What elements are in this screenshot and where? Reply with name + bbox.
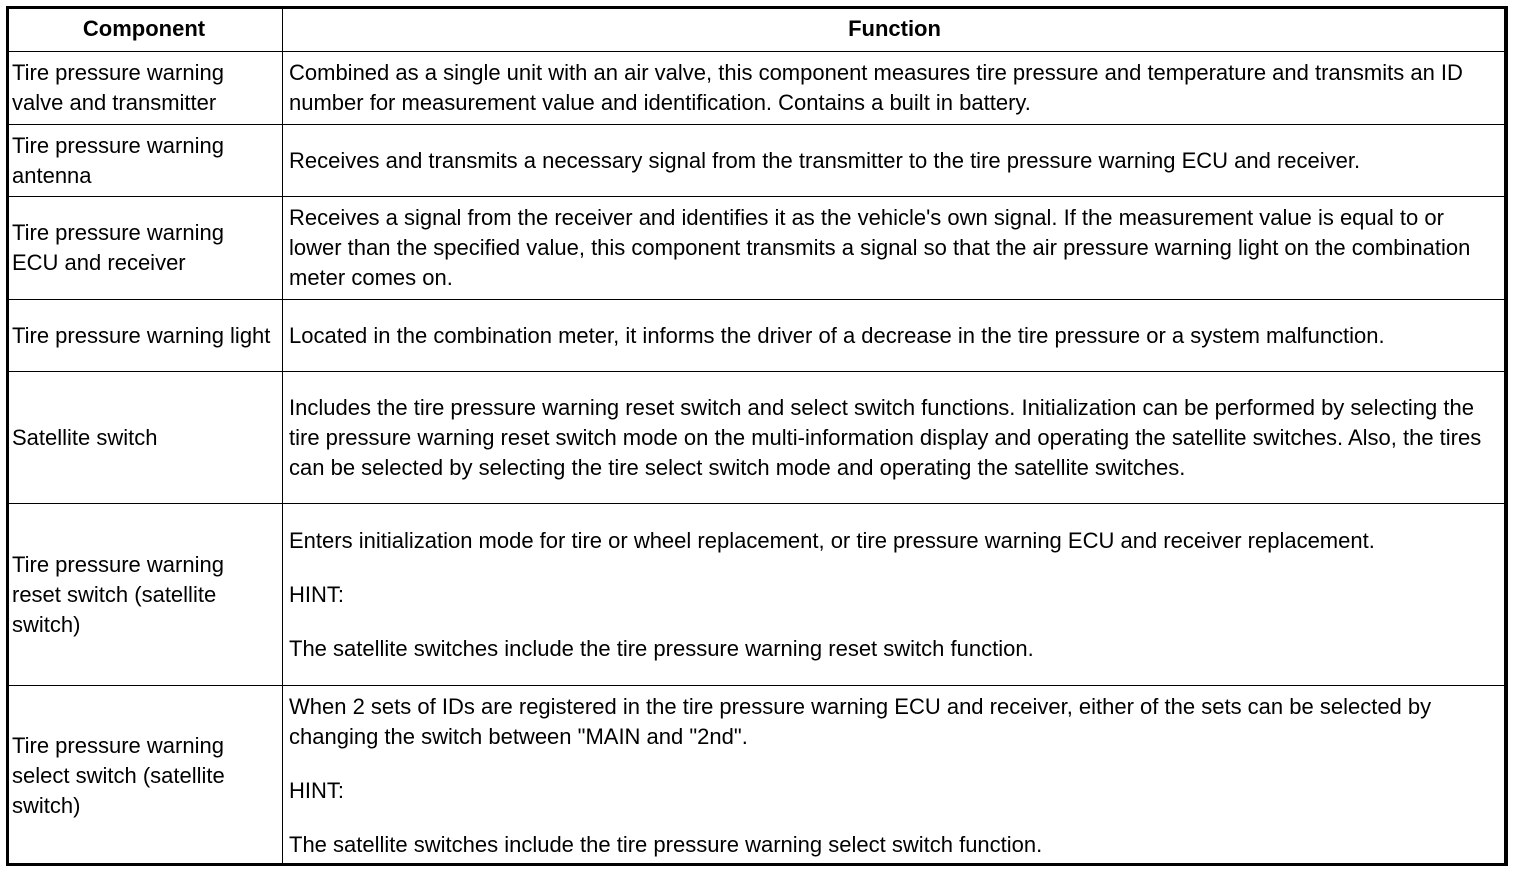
function-text: Receives and transmits a necessary signal from the transmitter to the tire pressure warning ECU and receiver. [289, 147, 1361, 173]
hint-text: The satellite switches include the tire pressure warning select switch function. [289, 831, 1043, 857]
function-text: Combined as a single unit with an air valve, this component measures tire pressure and temperature and transmits an ID number for measurement value and identification. Contains a built in battery. [289, 60, 1463, 115]
component-cell: Tire pressure warning antenna [7, 125, 283, 197]
function-text: When 2 sets of IDs are registered in the tire pressure warning ECU and receiver, either of the sets can be selected by changing the switch between "MAIN and "2nd". [289, 693, 1432, 749]
function-text: Located in the combination meter, it informs the driver of a decrease in the tire pressure or a system malfunction. [289, 322, 1385, 348]
hint-text: The satellite switches include the tire pressure warning reset switch function. [289, 635, 1034, 661]
component-cell: Tire pressure warning ECU and receiver [7, 197, 283, 300]
function-text: Includes the tire pressure warning reset switch and select switch functions. Initialization can be performed by selecting the tire pressure warning reset switch mode on the multi-information display and operating the satellite switches. Also, the tires can be selected by selecting the tire select switch mode and operating the satellite switches. [289, 394, 1482, 480]
header-function: Function [283, 7, 1508, 52]
hint-label: HINT: [289, 777, 344, 803]
function-text: Receives a signal from the receiver and identifies it as the vehicle's own signal. If the measurement value is equal to or lower than the specified value, this component transmits a signal so that the air pressure warning light on the combination meter comes on. [289, 205, 1471, 290]
header-component: Component [7, 7, 283, 52]
component-cell: Tire pressure warning valve and transmitter [7, 52, 283, 125]
component-cell: Satellite switch [7, 372, 283, 504]
function-text: Enters initialization mode for tire or wheel replacement, or tire pressure warning ECU and receiver replacement. [289, 527, 1375, 553]
table-outer-border [6, 6, 1507, 866]
component-cell: Tire pressure warning light [7, 300, 283, 372]
component-cell: Tire pressure warning select switch (satellite switch) [7, 686, 283, 866]
component-cell: Tire pressure warning reset switch (satellite switch) [7, 504, 283, 686]
hint-label: HINT: [289, 581, 344, 607]
